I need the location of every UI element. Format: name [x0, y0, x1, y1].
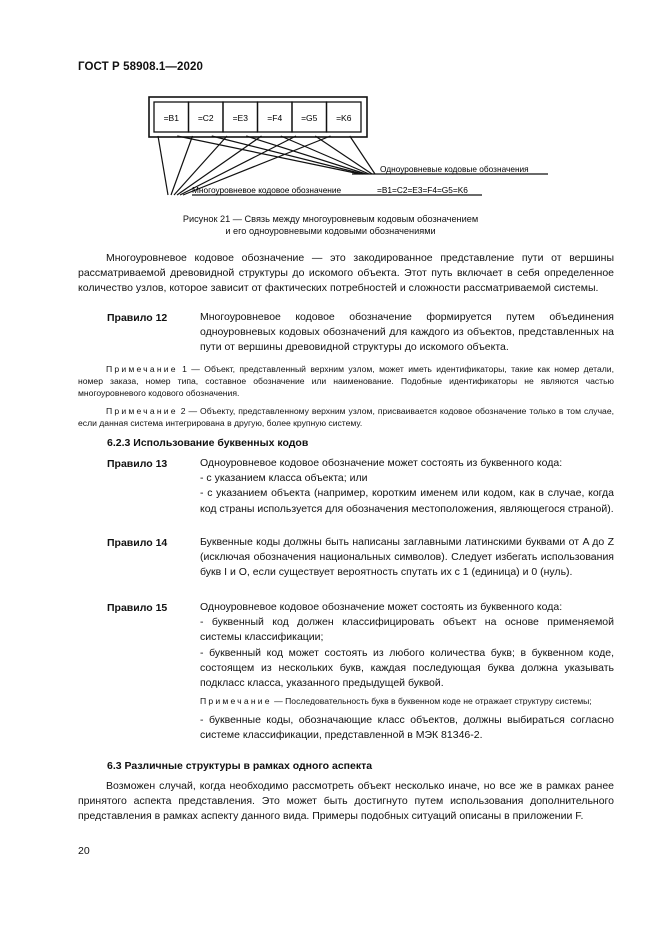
connector-single-3: [246, 136, 366, 174]
connector-single-1: [177, 136, 360, 174]
code-cell-label-4: =F4: [267, 113, 283, 123]
rule-15-note: [200, 695, 614, 708]
connector-multi-1: [158, 136, 168, 195]
code-cell-label-1: =B1: [163, 113, 179, 123]
code-cell-label-3: =E3: [232, 113, 248, 123]
caption-line-1: Рисунок 21 — Связь между многоуровневым кодовым обозначением: [182, 214, 479, 224]
figure-caption: [0, 213, 661, 237]
rule-15-note-text: — Последовательность букв в буквенном коде не отражает структуру системы;: [271, 696, 592, 707]
document-header: ГОСТ Р 58908.1—2020: [78, 61, 203, 73]
rule-14-text: Буквенные коды должны быть написаны заглавными латинскими буквами от A до Z (исключая обозначения национальных символов). Следует избегать использования букв I и O, если существует вероятность спутать их с 1 (единица) и 0 (нуль).: [200, 536, 614, 579]
rule-13-item-2: - с указанием объекта (например, коротким именем или кодом, как в случае, когда код страны используется для обозначения местоположения, являющегося страной).: [200, 487, 614, 515]
figure-21-diagram: [0, 0, 661, 210]
rule-15-intro: Одноуровневое кодовое обозначение может состоять из буквенного кода:: [200, 601, 563, 613]
rule-13-body: [200, 456, 614, 517]
paragraph-multilevel-definition: Многоуровневое кодовое обозначение — это закодированное представление пути от вершины рассматриваемой древовидной структуры до искомого объекта. Этот путь включает в себя определенное количество узлов, которое зависит от фактических потребностей и сложности рассматриваемой системы.: [78, 252, 614, 295]
rule-15-item-3: - буквенные коды, обозначающие класс объектов, должны выбираться согласно системе классификации, представленной в МЭК 81346-2.: [200, 714, 614, 742]
note-1-text: 1 — Объект, представленный верхним узлом, может иметь идентификаторы, такие как номер детали, номер заказа, номер типа, составное обозначение или наименование. Подобные идентификаторы не являются частью многоуровневого кодового обозначения.: [78, 364, 614, 398]
note-1-word: Примечание: [106, 364, 178, 374]
code-cell-label-2: =C2: [197, 113, 214, 123]
label-multi-level: Многоуровневое кодовое обозначение: [192, 185, 342, 195]
note-1: [78, 363, 614, 399]
label-single-level: Одноуровневые кодовые обозначения: [380, 164, 529, 174]
rule-13-label: Правило 13: [107, 458, 168, 470]
paragraph-different-structures: Возможен случай, когда необходимо рассмотреть объект несколько иначе, но все же в рамках ранее принятого аспекта представления. Это может быть достигнуто путем использования дополнительного представления в рамках аспекту данного вида. Примеры подобных ситуаций описаны в приложении F.: [78, 780, 614, 823]
rule-14-label: Правило 14: [107, 537, 168, 549]
note-2-word: Примечание: [106, 406, 178, 416]
code-cell-label-5: =G5: [301, 113, 318, 123]
multi-level-value: =B1=C2=E3=F4=G5=K6: [377, 185, 468, 195]
code-cell-label-6: =K6: [336, 113, 352, 123]
note-2: [78, 405, 614, 429]
rule-15-item-2: - буквенный код может состоять из любого количества букв; в буквенном коде, состоящем из нескольких букв, каждая последующая буква должна указывать подкласс класса, указанного предыдущей буквой.: [200, 646, 614, 690]
section-6-2-3-title: 6.2.3 Использование буквенных кодов: [107, 437, 309, 449]
section-6-3-title: 6.3 Различные структуры в рамках одного аспекта: [107, 760, 373, 772]
note-2-text: 2 — Объекту, представленному верхним узлом, присваивается кодовое обозначение только в том случае, если данная система интегрирована в другую, более крупную систему.: [78, 406, 614, 428]
rule-15-note-word: Примечание: [200, 696, 272, 707]
rule-13-intro: Одноуровневое кодовое обозначение может состоять из буквенного кода:: [200, 457, 563, 469]
rule-13-item-1: - с указанием класса объекта; или: [200, 472, 368, 485]
rule-12-label: Правило 12: [107, 312, 168, 324]
connector-single-6: [350, 136, 375, 174]
rule-12-text: Многоуровневое кодовое обозначение формируется путем объединения одноуровневых кодовых обозначений для каждого из объектов, представленных на пути от вершины древовидной структуры до искомого объекта.: [200, 311, 614, 354]
rule-15-label: Правило 15: [107, 602, 168, 614]
rule-15-item-1: - буквенный код должен классифицировать объект на основе применяемой системы классификации;: [200, 616, 614, 644]
caption-line-2: и его одноуровневыми кодовыми обозначениями: [225, 226, 436, 236]
page-number: 20: [78, 845, 90, 857]
rule-15-body: [200, 600, 614, 744]
connector-single-4: [281, 136, 369, 174]
